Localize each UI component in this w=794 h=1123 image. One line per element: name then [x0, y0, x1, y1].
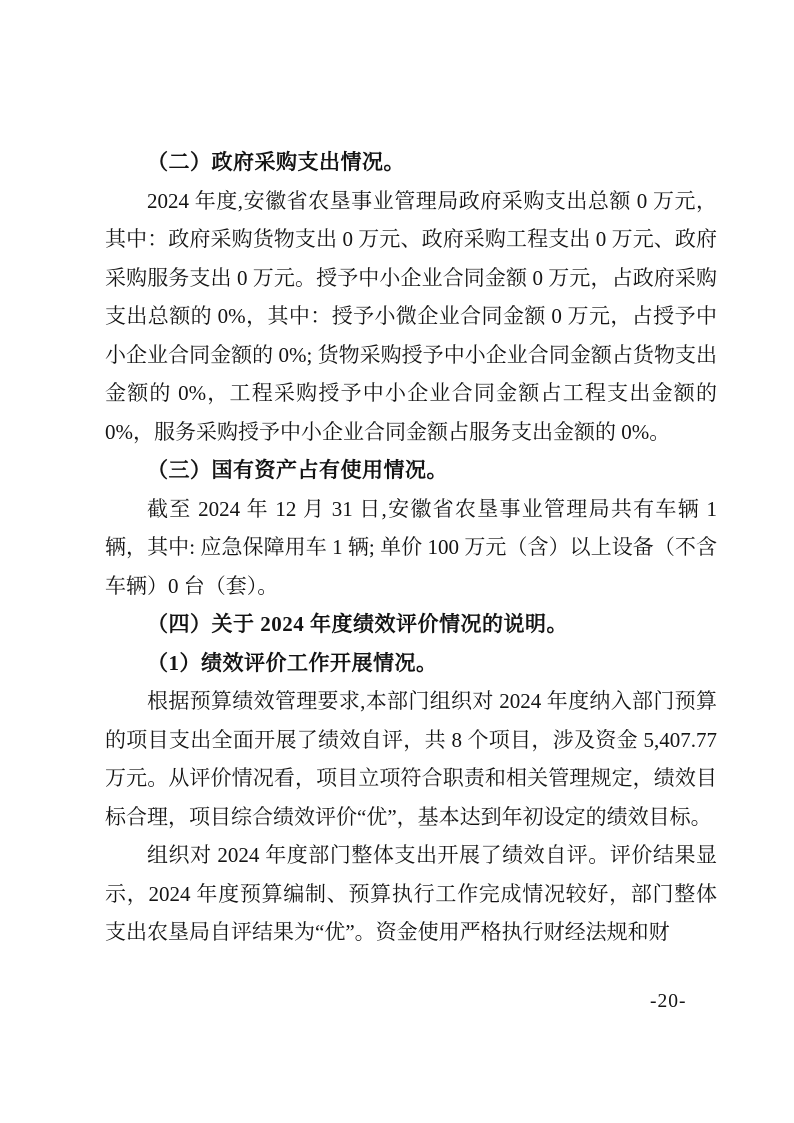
paragraph-state-assets-detail: 截至 2024 年 12 月 31 日,安徽省农垦事业管理局共有车辆 1 辆，其中: 应急保障用车 1 辆; 单价 100 万元（含）以上设备（不含车辆）0 台（套）。	[105, 496, 717, 598]
document-body	[105, 143, 717, 952]
section-heading-performance-evaluation: （四）关于 2024 年度绩效评价情况的说明。	[147, 612, 568, 636]
paragraph-department-self-evaluation: 组织对 2024 年度部门整体支出开展了绩效自评。评价结果显示，2024 年度预算编制、预算执行工作完成情况较好，部门整体支出农垦局自评结果为“优”。资金使用严格执行财经法规和财	[105, 843, 717, 944]
paragraph-procurement-detail: 2024 年度,安徽省农垦事业管理局政府采购支出总额 0 万元，其中：政府采购货物支出 0 万元、政府采购工程支出 0 万元、政府采购服务支出 0 万元。授予中小企业合同金额 0 万元，占政府采购支出总额的 0%，其中：授予小微企业合同金额 0 万元，占授予中小企业合同金额的 0%; 货物采购授予中小企业合同金额占货物支出金额的 0%，工程采购授予中小企业合同金额占工程支出金额的 0%，服务采购授予中小企业合同金额占服务支出金额的 0%。	[105, 188, 717, 444]
section-heading-state-assets: （三）国有资产占有使用情况。	[147, 458, 448, 482]
paragraph-project-self-evaluation: 根据预算绩效管理要求,本部门组织对 2024 年度纳入部门预算的项目支出全面开展了绩效自评，共 8 个项目，涉及资金 5,407.77 万元。从评价情况看，项目立项符合职责和相关管理规定，绩效目标合理，项目综合绩效评价“优”，基本达到年初设定的绩效目标。	[105, 689, 717, 829]
page-number: -20-	[650, 991, 687, 1012]
subsection-heading-evaluation-work: （1）绩效评价工作开展情况。	[147, 650, 438, 675]
section-heading-procurement: （二）政府采购支出情况。	[147, 150, 405, 174]
